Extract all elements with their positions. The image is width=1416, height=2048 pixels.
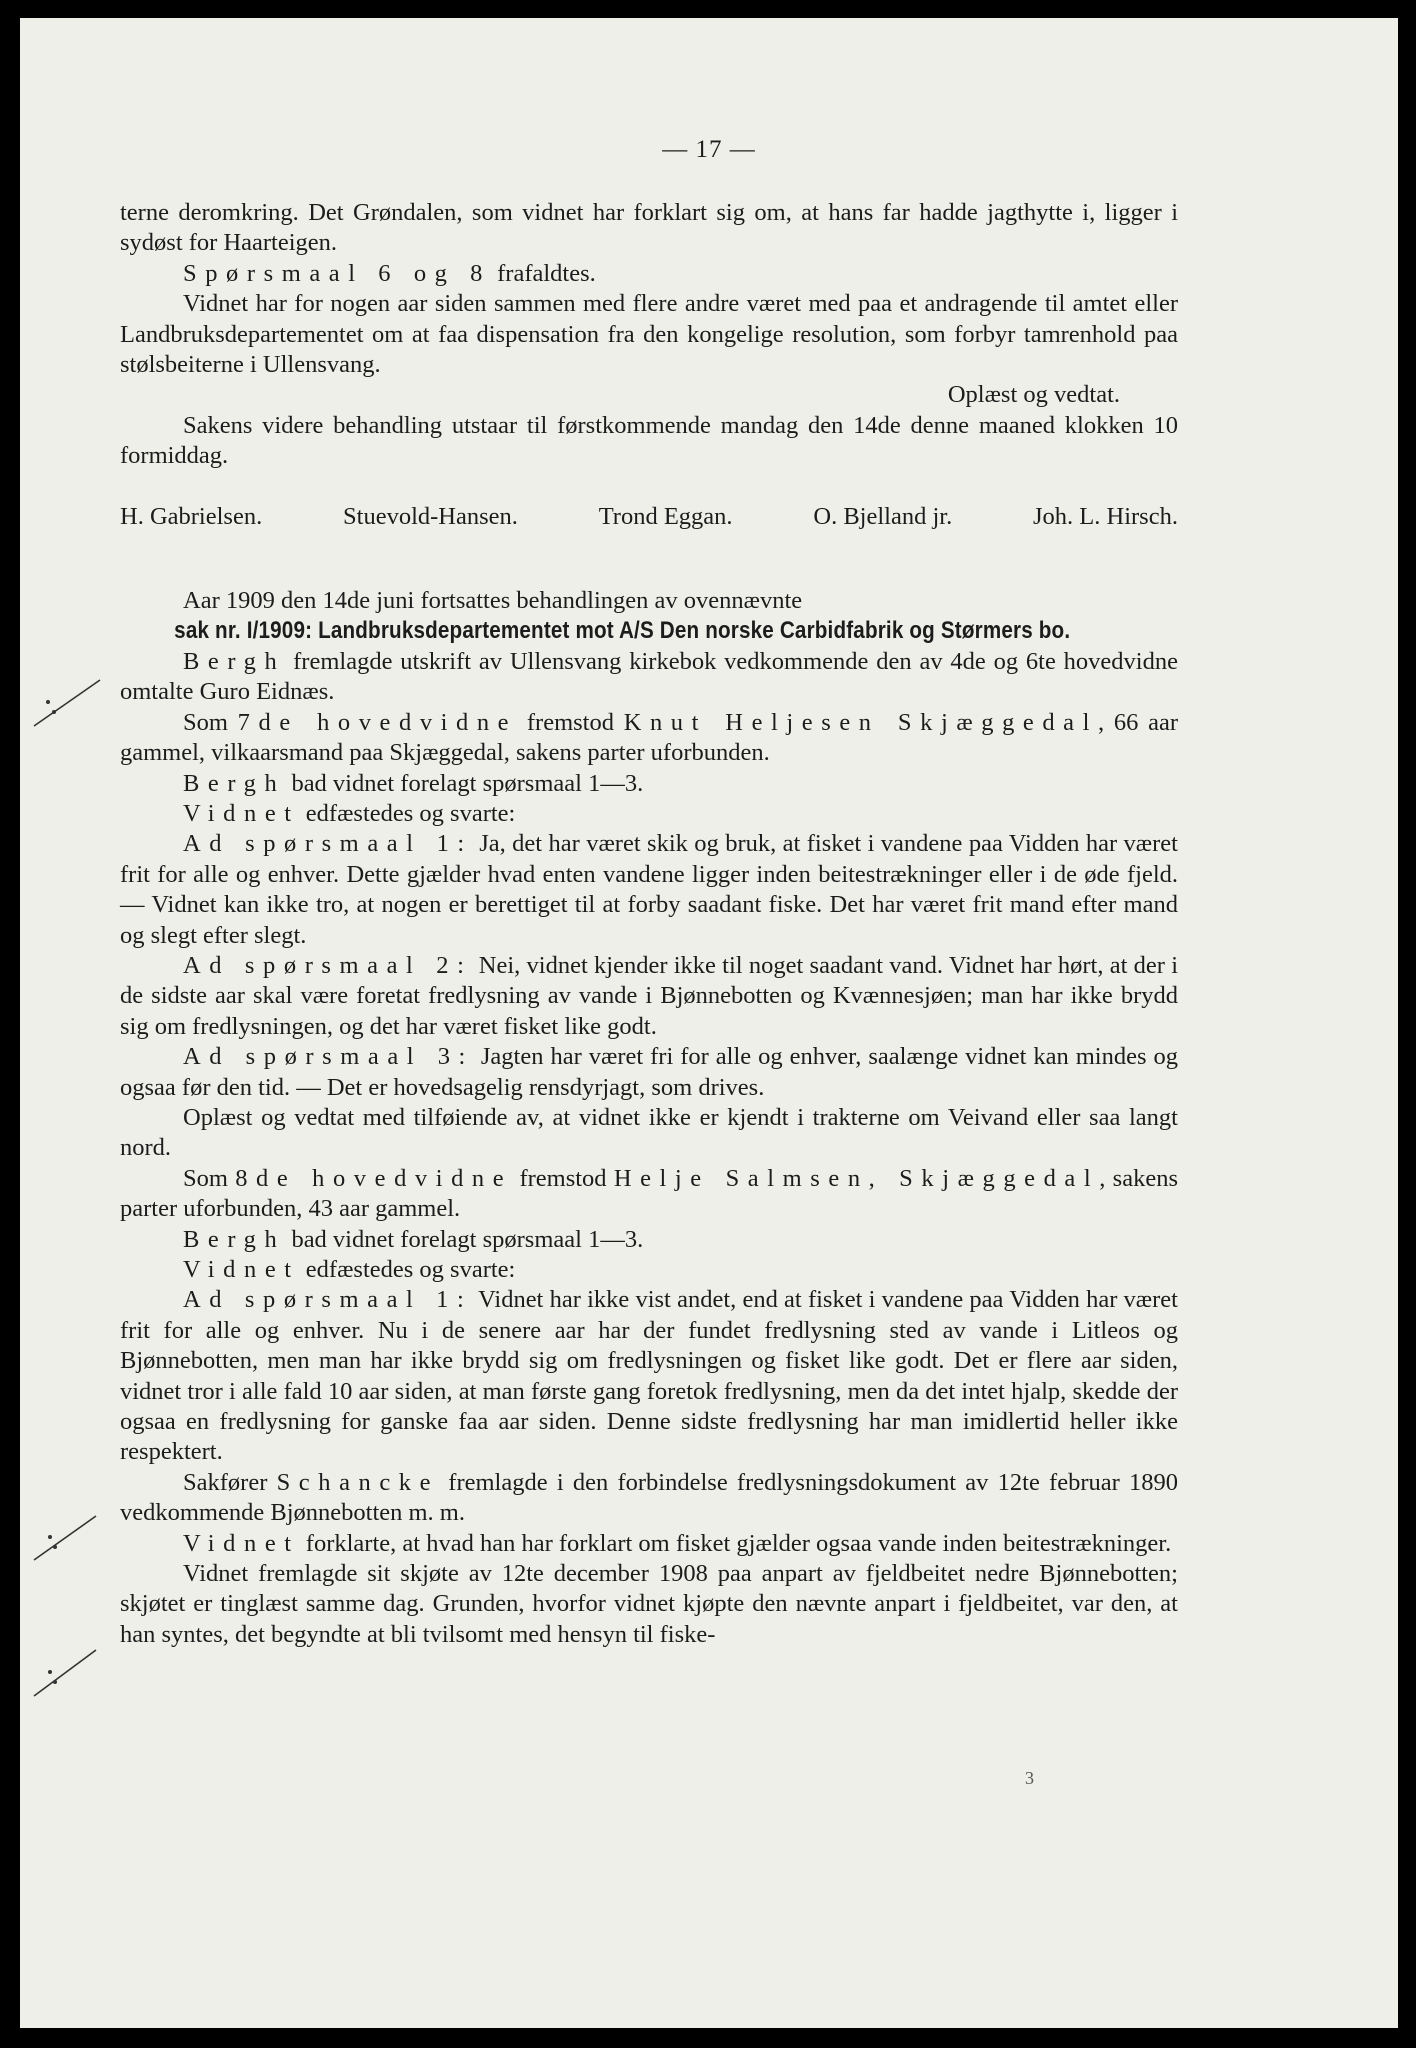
paragraph: Bergh bad vidnet forelagt spørsmaal 1—3. — [183, 1225, 644, 1253]
pencil-dots — [46, 700, 57, 1684]
paragraph: Vidnet forklarte, at hvad han har forklart om fisket gjælder ogsaa vande inden beitestrækninger. — [183, 1529, 1172, 1557]
pencil-slash-marks — [34, 680, 100, 1696]
paragraph: Sakfører Schancke fremlagde i den forbindelse fredlysningsdokument av 12te februar 1890 vedkommende Bjønnebotten m. m. — [120, 1468, 1179, 1527]
document-body — [120, 198, 1178, 1650]
spaced-term: Ad spørsmaal 1: — [183, 830, 473, 858]
spaced-term: Vidnet — [183, 1256, 300, 1283]
paragraph: Ad spørsmaal 3: Jagten har været fri for alle og enhver, saalænge vidnet kan mindes og ogsaa før den tid. — Det er hovedsagelig rensdyrjagt, som drives. — [120, 1043, 1178, 1101]
pencil-dot — [48, 1535, 52, 1539]
paragraph: Vidnet edfæstedes og svarte: — [183, 799, 516, 827]
signature-line — [120, 502, 1178, 532]
paragraph: Bergh bad vidnet forelagt spørsmaal 1—3. — [183, 769, 644, 797]
document-page — [20, 18, 1398, 2028]
paragraph: Vidnet edfæstedes og svarte: — [183, 1256, 516, 1283]
signature: H. Gabrielsen. — [120, 502, 263, 530]
pencil-slash-mark — [34, 1516, 96, 1560]
signature: O. Bjelland jr. — [813, 502, 953, 530]
spaced-term: Vidnet — [183, 799, 300, 827]
session-intro: Aar 1909 den 14de juni fortsattes behandlingen av ovennævnte — [183, 587, 803, 615]
paragraph: Vidnet har for nogen aar siden sammen med flere andre været med paa et andragende til amtet eller Landbruksdepartementet om at faa dispensation fra den kongelige resolution, som forbyr tamrenhold paa stølsbeiterne i Ullensvang. — [120, 290, 1178, 379]
paragraph: Spørsmaal 6 og 8 frafaldtes. — [183, 259, 596, 287]
paragraph: Bergh fremlagde utskrift av Ullensvang kirkebok vedkommende den av 4de og 6te hovedvidne omtalte Guro Eidnæs. — [120, 647, 1178, 706]
signature: Joh. L. Hirsch. — [1033, 502, 1178, 530]
pencil-dot — [52, 710, 56, 714]
paragraph: Ad spørsmaal 2: Nei, vidnet kjender ikke til noget saadant vand. Vidnet har hørt, at der i de sidste aar skal være foretat fredlysning av vande i Bjønnebotten og Kvænnesjøen; man har ikke brydd sig om fredlysningen, og det har været fisket like godt. — [120, 951, 1179, 1040]
paragraph: Som 8de hovedvidne fremstod Helje Salmsen, Skjæggedal, sakens parter uforbunden, 43 aar gammel. — [120, 1164, 1178, 1223]
case-title: sak nr. I/1909: Landbruksdepartementet mot A/S Den norske Carbidfabrik og Størmers bo. — [174, 617, 1071, 645]
pencil-slash-mark — [34, 1650, 96, 1696]
spaced-name: Bergh — [183, 1225, 286, 1253]
signature-mark: 3 — [1025, 1768, 1034, 1788]
read-and-approved: Oplæst og vedtat. — [947, 381, 1120, 409]
signature: Trond Eggan. — [598, 502, 733, 530]
spaced-term: Spørsmaal 6 og 8 — [183, 259, 492, 287]
spaced-term: Ad spørsmaal 2: — [183, 951, 473, 979]
spaced-name: Bergh — [183, 769, 286, 797]
signature: Stuevold-Hansen. — [343, 502, 518, 530]
paragraph: Vidnet fremlagde sit skjøte av 12te december 1908 paa anpart av fjeldbeitet nedre Bjønnebotten; skjøtet er tinglæst samme dag. Grunden, hvorfor vidnet kjøpte den nævnte anpart i fjeldbeitet, var den, at han syntes, det begyndte at bli tvilsomt med hensyn til fiske- — [120, 1560, 1178, 1648]
paragraph: Som 7de hovedvidne fremstod Knut Heljesen Skjæggedal, 66 aar gammel, vilkaarsmand paa Skjæggedal, sakens parter uforbunden. — [120, 708, 1179, 767]
paragraph: Ad spørsmaal 1: Ja, det har været skik og bruk, at fisket i vandene paa Vidden har været frit for alle og enhver. Dette gjælder hvad enten vandene ligger inden beitestrækninger eller i de øde fjeld. — Vidnet kan ikke tro, at nogen er berettiget til at forby saadant fiske. Det har været frit mand efter mand og slegt efter slegt. — [120, 830, 1178, 949]
paragraph: Ad spørsmaal 1: Vidnet har ikke vist andet, end at fisket i vandene paa Vidden har været frit for alle og enhver. Nu i de senere aar har der fundet fredlysning sted av vande i Litleos og Bjønnebotten, men man har ikke brydd sig om fredlysningen og fisket like godt. Det er flere aar siden, vidnet tror i alle fald 10 aar siden, at man første gang foretok fredlysning, men da det intet hjalp, skedde der ogsaa en fredlysning for ganske faa aar siden. Denne sidste fredlysning har man imidlertid heller ikke respektert. — [120, 1286, 1178, 1466]
pencil-slash-mark — [34, 680, 100, 726]
spaced-name: Helje Salmsen, Skjæggedal — [613, 1164, 1100, 1192]
page-number: — 17 — — [662, 136, 756, 163]
pencil-dot — [53, 1680, 57, 1684]
pencil-dot — [46, 700, 50, 704]
spaced-name: Schancke — [276, 1468, 440, 1496]
pencil-dot — [48, 1670, 52, 1674]
spaced-term: Ad spørsmaal 1: — [183, 1286, 473, 1314]
spaced-term: 7de hovedvidne — [237, 708, 518, 736]
pencil-dot — [53, 1545, 57, 1549]
spaced-term: 8de hovedvidne — [235, 1164, 513, 1192]
paragraph: Sakens videre behandling utstaar til førstkommende mandag den 14de denne maaned klokken 10 formiddag. — [120, 411, 1178, 470]
paragraph: Oplæst og vedtat med tilføiende av, at vidnet ikke er kjendt i trakterne om Veivand eller saa langt nord. — [120, 1103, 1178, 1162]
spaced-term: Ad spørsmaal 3: — [183, 1043, 474, 1071]
spaced-term: Vidnet — [183, 1529, 300, 1557]
paragraph: terne deromkring. Det Grøndalen, som vidnet har forklart sig om, at hans far hadde jagthytte i, ligger i sydøst for Haarteigen. — [120, 199, 1178, 257]
spaced-name: Knut Heljesen Skjæggedal — [623, 708, 1099, 736]
spaced-name: Bergh — [183, 647, 286, 675]
